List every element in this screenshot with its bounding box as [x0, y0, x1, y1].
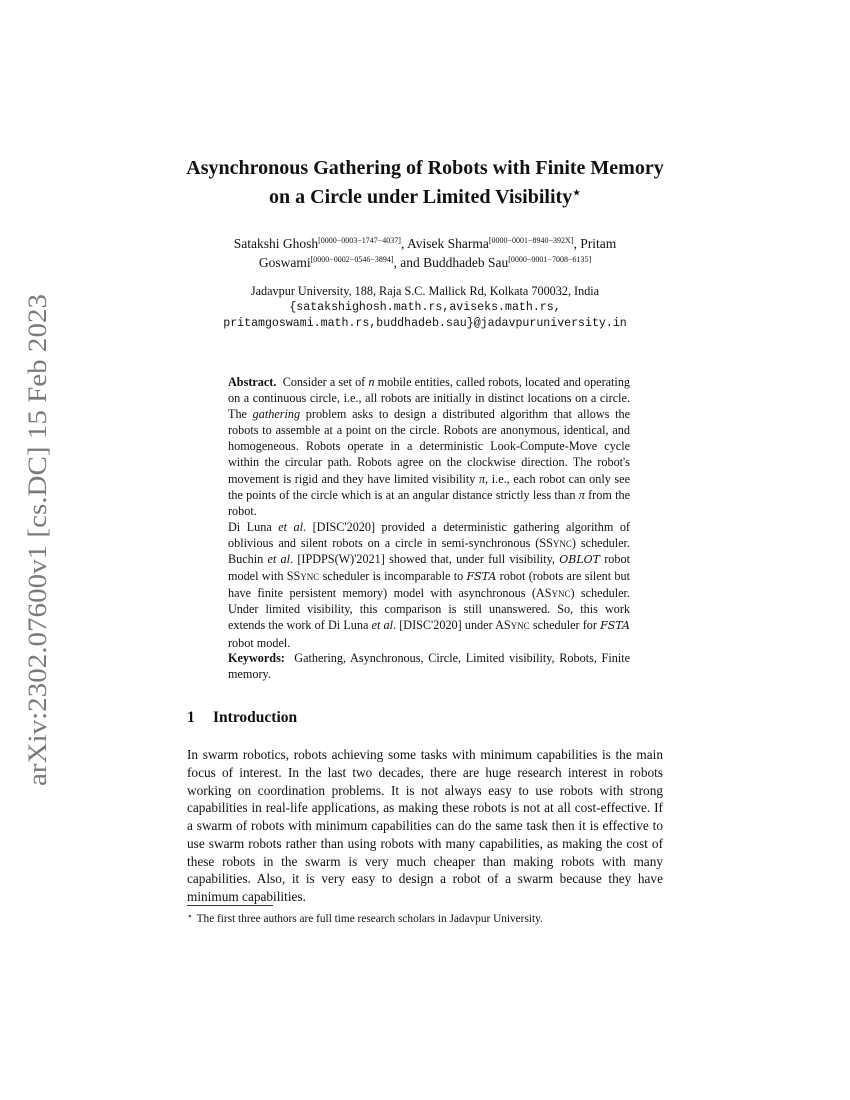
abstract-model-name: FSTA — [466, 570, 497, 584]
arxiv-stamp-text: arXiv:2302.07600v1 [cs.DC] 15 Feb 2023 — [23, 345, 52, 786]
keywords-text: Gathering, Asynchronous, Circle, Limited visibility, Robots, Finite memory. — [228, 651, 630, 682]
author-name: Pritam Goswami — [258, 236, 617, 270]
author-name: Avisek Sharma — [407, 236, 489, 251]
abstract-emphasis: gathering — [252, 407, 301, 422]
abstract-text: Di Luna — [228, 519, 279, 534]
footnote-divider — [187, 905, 273, 906]
abstract-text: ) scheduler. Buchin — [228, 535, 630, 567]
footnote-text: The first three authors are full time research scholars in Jadavpur University. — [196, 913, 543, 925]
abstract-paragraph-2 — [228, 519, 630, 651]
abstract-text: . [DISC'2020] under AS — [393, 618, 511, 633]
author-orcid: [0000−0001−8940−392X] — [488, 236, 574, 245]
author-list: Satakshi Ghosh[0000−0003−1747−4037], Avisek Sharma[0000−0001−8940−392X], Pritam Goswami[0000−0002−0546−3894], and Buddhadeb Sau[0000−0001−7008−6135] — [233, 236, 617, 270]
author-orcid: [0000−0002−0546−3894] — [310, 255, 394, 264]
abstract-text: problem asks to design a distributed algorithm that allows the robots to assemble at a point on the circle. Robots are anonymous, identical, and homogeneous. Robots operate in a deterministic Look-Compute-Move cycle within the circular path. Robots agree on the clockwise direction. The robot's movement is rigid and they have limited visibility — [228, 407, 630, 486]
abstract-math: n — [368, 375, 375, 389]
abstract-text: from the robot. — [228, 487, 630, 518]
abstract-text: scheduler is incomparable to — [319, 569, 467, 584]
affiliation-address: Jadavpur University, 188, Raja S.C. Mallick Rd, Kolkata 700032, India — [250, 284, 600, 298]
abstract-smallcaps: ync — [510, 618, 530, 633]
abstract-emphasis: et al — [371, 618, 394, 633]
abstract-text: . [DISC'2020] provided a deterministic gathering algorithm of oblivious and silent robots on a circle in semi-synchronous (SS — [228, 519, 630, 550]
affiliation-emails-line-2: pritamgoswami.math.rs,buddhadeb.sau}@jadavpuruniversity.in — [223, 317, 627, 330]
author-name: Buddhadeb Sau — [423, 255, 509, 270]
footnote-mark: ⋆ — [187, 911, 193, 921]
abstract — [228, 374, 630, 651]
abstract-emphasis: et al — [267, 552, 291, 567]
abstract-text: robot (robots are silent but have finite persistent memory) model with asynchronous (AS — [228, 569, 631, 601]
keywords-label: Keywords: — [228, 651, 285, 665]
abstract-text: scheduler for — [529, 618, 601, 633]
section-title: Introduction — [213, 709, 298, 726]
abstract-text: ) scheduler. Under limited visibility, this comparison is still unanswered. So, this work extends the work of Di Luna — [228, 586, 630, 633]
abstract-math: π — [578, 487, 585, 502]
arxiv-stamp — [6, 290, 64, 790]
section-heading — [187, 709, 297, 727]
intro-paragraph: In swarm robotics, robots achieving some tasks with minimum capabilities is the main focus of interest. In the last two decades, there are huge research interest in robots working on coordination problems. It is not always easy to use robots with strong capabilities in real-life applications, as making these robots is not at all cost-effective. If a swarm of robots with minimum capabilities can do the same task then it is effective to use swarm robots rather than using robots with many capabilities, as making the cost of these robots in the swarm is very much cheaper than making robots with many capabilities. Also, it is very easy to design a robot of a swarm because they have minimum capabilities. — [187, 747, 663, 904]
abstract-label: Abstract. — [228, 375, 277, 389]
abstract-text: robot model. — [228, 635, 291, 650]
keywords — [228, 650, 630, 682]
abstract-text: , i.e., each robot can only see the points of the circle which is at an angular distance strictly less than — [228, 471, 630, 502]
paper-title — [160, 156, 690, 210]
title-line-2: on a Circle under Limited Visibility — [269, 186, 573, 208]
abstract-smallcaps: ync — [551, 586, 571, 601]
abstract-model-name: FSTA — [600, 619, 630, 633]
abstract-smallcaps: ync — [552, 535, 572, 550]
footnote — [187, 909, 663, 927]
abstract-text: mobile entities, called robots, located and operating on a continuous circle, i.e., all robots are initially in distinct locations on a circle. The — [228, 375, 631, 422]
section-number: 1 — [187, 709, 195, 726]
abstract-math: π — [479, 471, 486, 486]
author-name: Satakshi Ghosh — [233, 236, 319, 251]
abstract-emphasis: et al — [278, 519, 304, 534]
abstract-text: . [IPDPS(W)'2021] showed that, under full visibility, — [290, 552, 560, 567]
title-footnote-mark: ⋆ — [572, 186, 581, 201]
author-orcid: [0000−0001−7008−6135] — [508, 255, 592, 264]
abstract-paragraph-1 — [228, 374, 630, 519]
title-line-1: Asynchronous Gathering of Robots with Finite Memory — [186, 157, 664, 179]
abstract-smallcaps: ync — [300, 569, 320, 584]
author-orcid: [0000−0003−1747−4037] — [318, 236, 401, 245]
affiliation-emails-line-1: {satakshighosh.math.rs,aviseks.math.rs, — [289, 300, 561, 314]
abstract-text: robot model with SS — [228, 552, 630, 584]
abstract-text: Consider a set of — [282, 375, 369, 389]
affiliation — [180, 283, 670, 333]
abstract-model-name: OBLOT — [559, 553, 600, 567]
